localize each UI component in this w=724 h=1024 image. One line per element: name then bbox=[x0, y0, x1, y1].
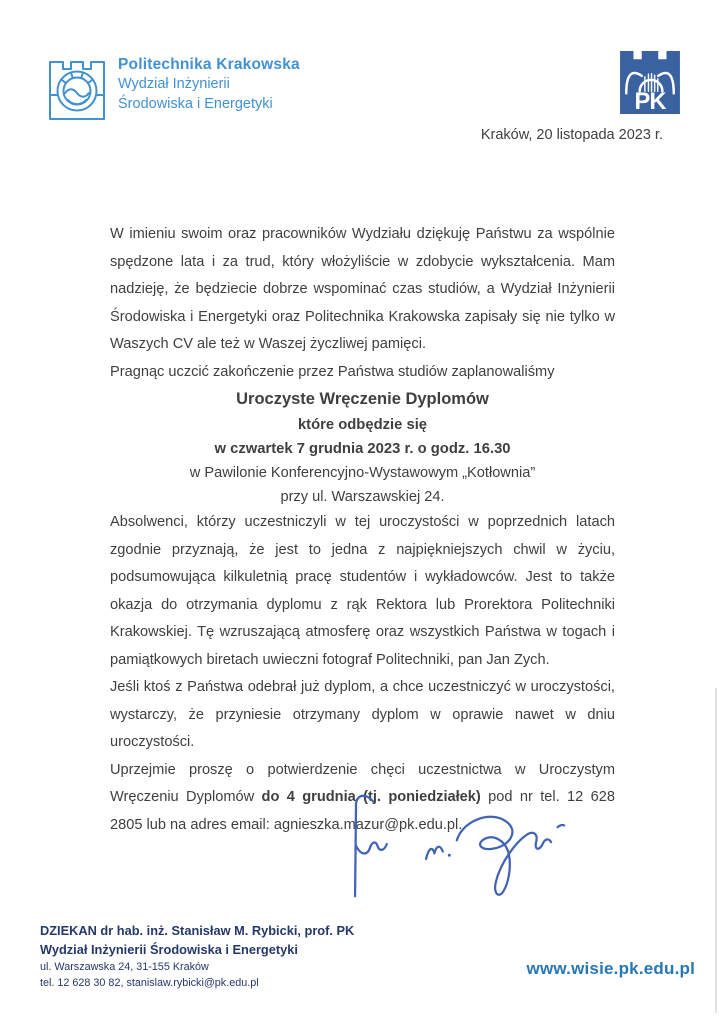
footer-website: www.wisie.pk.edu.pl bbox=[526, 959, 695, 978]
event-title: Uroczyste Wręczenie Dyplomów bbox=[236, 390, 489, 408]
footer-contact-line: tel. 12 628 30 82, stanislaw.rybicki@pk.edu.pl bbox=[40, 977, 259, 989]
svg-text:PK: PK bbox=[634, 88, 666, 114]
footer-contact-block bbox=[40, 921, 354, 991]
event-subtitle: które odbędzie się bbox=[297, 417, 428, 433]
event-venue: w Pawilonie Konferencyjno-Wystawowym „Kotłownia” bbox=[189, 465, 536, 481]
org-name: Politechnika Krakowska bbox=[118, 56, 300, 73]
org-line3: Środowiska i Energetyki bbox=[118, 95, 273, 112]
date-line: Kraków, 20 listopada 2023 r. bbox=[480, 127, 663, 143]
footer-faculty-line: Wydział Inżynierii Środowiska i Energetyki bbox=[40, 942, 298, 957]
paragraph-thanks: W imieniu swoim oraz pracowników Wydziału dziękuję Państwu za wspólnie spędzone lata i za trud, który włożyliście w zdobycie wykształcenia. Mam nadzieję, że będziecie dobrze wspominać czas studiów, a Wydział Inżynierii Środowiska i Energetyki oraz Politechnika Krakowska zapisały się nie tylko w Waszych CV ale też w Waszej życzliwej pamięci. bbox=[110, 226, 615, 352]
scan-artifact-line bbox=[715, 688, 717, 1013]
org-line2: Wydział Inżynierii bbox=[118, 76, 230, 93]
paragraph-intro: Pragnąc uczcić zakończenie przez Państwa studiów zaplanowaliśmy bbox=[110, 363, 555, 380]
dean-signature bbox=[338, 788, 570, 905]
pk-emblem-icon bbox=[619, 50, 681, 119]
event-address: przy ul. Warszawskiej 24. bbox=[280, 489, 445, 505]
rsvp-deadline: do 4 grudnia (tj. poniedziałek) bbox=[261, 789, 481, 805]
rsvp-text-start: Uprzejmie proszę o potwierdzenie chęci uczestnictwa w Uroczystym Wręczeniu Dyplomów bbox=[110, 761, 615, 805]
org-text-block bbox=[118, 53, 300, 114]
letter-body bbox=[110, 221, 615, 839]
footer-address-line: ul. Warszawska 24, 31-155 Kraków bbox=[40, 961, 209, 973]
paragraph-diploma-note: Jeśli ktoś z Państwa odebrał już dyplom, a chce uczestniczyć w uroczystości, wystarczy, że przyniesie otrzymany dyplom w oprawie nawet w dniu uroczystości. bbox=[110, 679, 615, 750]
paragraph-alumni: Absolwenci, którzy uczestniczyli w tej uroczystości w poprzednich latach zgodnie przyznają, że jest to jedna z najpiękniejszych chwil w życiu, podsumowująca kilkuletnią pracę studentów i wykładowców. Jest to także okazja do otrzymania dyplomu z rąk Rektora lub Prorektora Politechniki Krakowskiej. Tę wzruszającą atmosferę oraz wszystkich Państwa w togach i pamiątkowych biretach uwieczni fotograf Politechniki, pan Jan Zych. bbox=[110, 514, 615, 668]
header-left bbox=[45, 53, 300, 126]
faculty-castle-logo-icon bbox=[45, 53, 109, 126]
event-datetime: w czwartek 7 grudnia 2023 r. o godz. 16.30 bbox=[214, 441, 511, 457]
rsvp-text-end: pod nr tel. 12 628 2805 lub na adres email: agnieszka.mazur@pk.edu.pl. bbox=[110, 789, 615, 833]
footer-dean-line: DZIEKAN dr hab. inż. Stanisław M. Rybicki, prof. PK bbox=[40, 923, 355, 938]
